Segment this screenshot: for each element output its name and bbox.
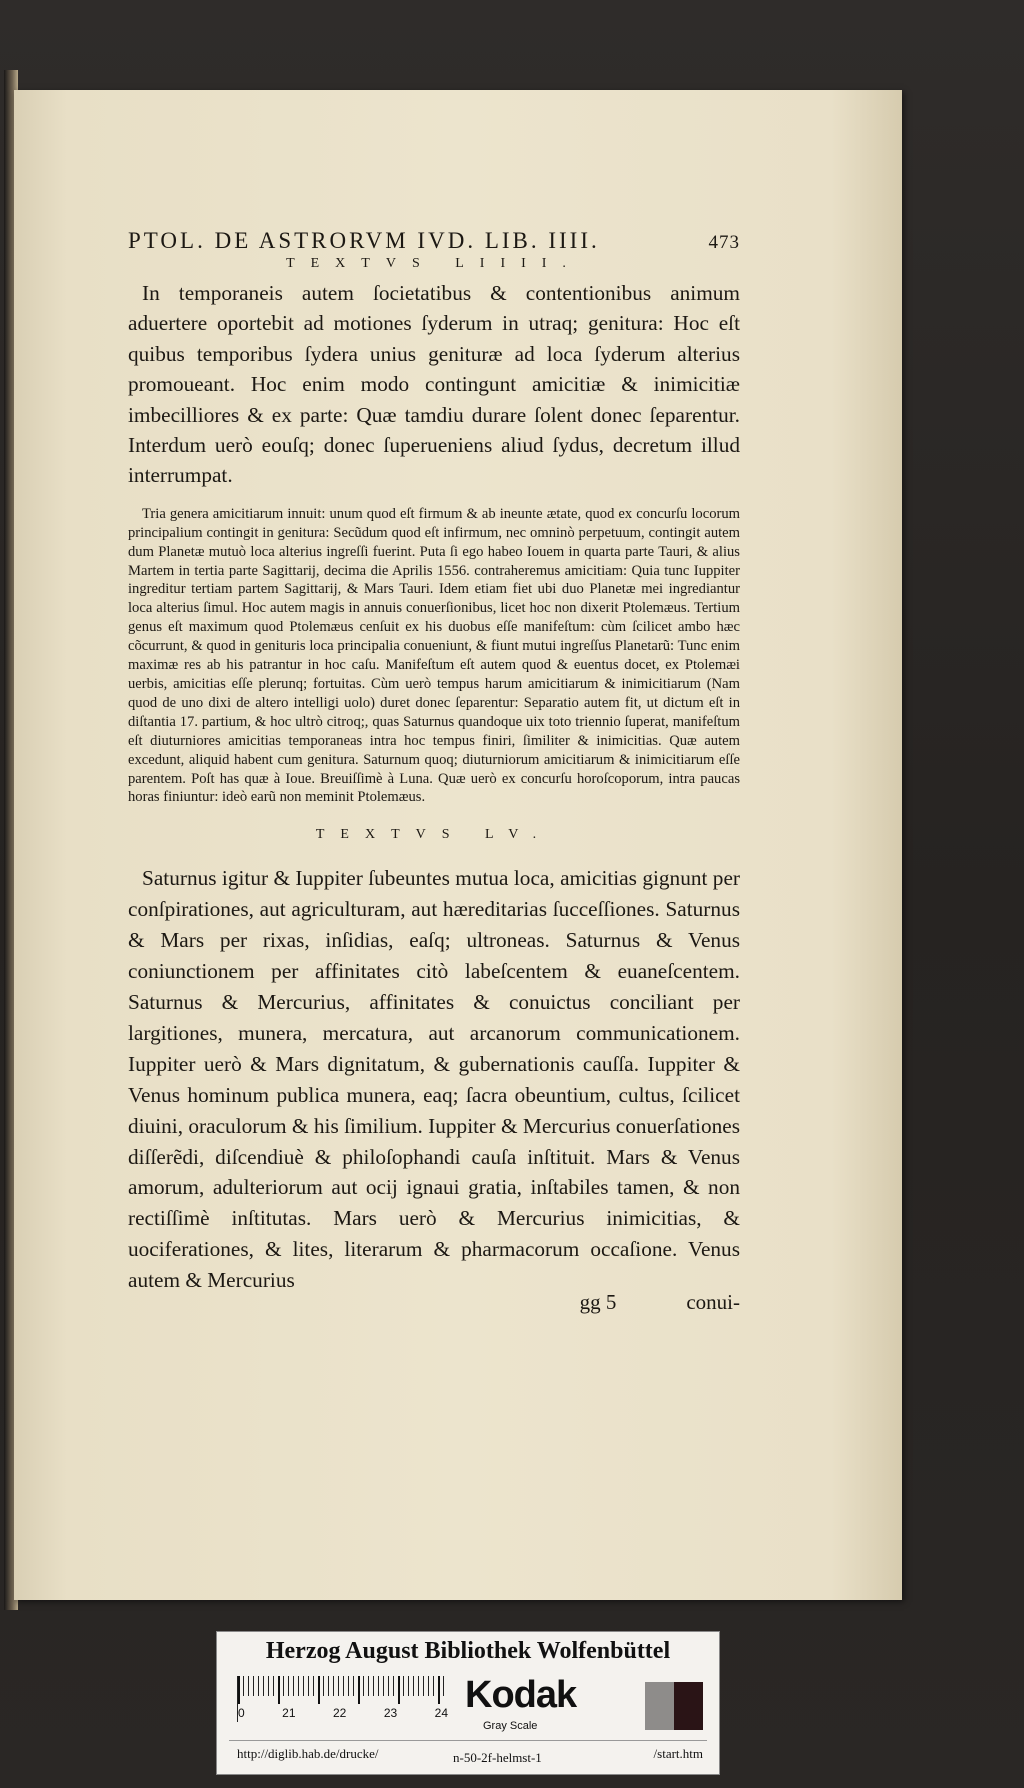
ruler-number: 21 — [282, 1706, 296, 1720]
running-head — [128, 228, 740, 254]
ruler-numbers — [238, 1706, 448, 1720]
main-text-lv: Saturnus igitur & Iuppiter ſubeuntes mutua loca, amicitias gignunt per conſpirationes, aut agriculturam, aut hæreditarias ſucceſſiones. Saturnus & Mars per rixas, inſidias, eaſq; ultroneas. Saturnus & Venus coniunctionem per affinitates citò labeſcentem & euaneſcentem. Saturnus & Mercurius, affinitates & conuictus conciliant per largitiones, munera, mercatura, aut arcanorum communicationem. Iuppiter uerò & Mars dignitatum, & gubernationis cauſſa. Iuppiter & Venus hominum publica munera, eaq; ſacra obeuntium, cultus, ſcilicet diuini, oraculorum & his ſimilium. Iuppiter & Mercurius conuerſationes diſſerẽdi, diſcendiuè & philoſophandi cauſa inſtituit. Mars & Venus amorum, adulteriorum aut ocij ignaui gratia, inſtabiles tamen, & non rectiſſimè inſtitutas. Mars uerò & Mercurius inimicitias, & uociferationes, & lites, literarum & pharmacorum occaſione. Venus autem & Mercurius — [128, 866, 740, 1293]
main-text-liiii: In temporaneis autem ſocietatibus & contentionibus animum aduertere oportebit ad motiones ſyderum in utraq; genitura: Hoc eſt quibus temporibus ſydera unius genituræ ad loca ſyderum alterius promoueant. Hoc enim modo contingunt amicitiæ & inimicitiæ imbecilliores & ex parte: Quæ tamdiu durare ſolent donec ſeparentur. Interdum uerò eouſq; donec ſuperueniens aliud ſydus, decretum illud interrumpat. — [128, 281, 740, 488]
gray-patch — [645, 1682, 674, 1730]
running-title: PTOL. DE ASTRORVM IVD. LIB. IIII. — [128, 228, 600, 253]
ruler-scale — [237, 1676, 448, 1722]
ruler-major-ticks — [238, 1676, 448, 1704]
signature-mark: gg 5 — [579, 1290, 617, 1315]
card-divider — [229, 1740, 707, 1741]
ruler-number: 24 — [434, 1706, 448, 1720]
dark-patch — [674, 1682, 703, 1730]
page-number: 473 — [708, 232, 740, 253]
ruler-number: 23 — [383, 1706, 398, 1720]
gray-scale-label: Gray Scale — [483, 1720, 538, 1732]
commentary-text: Tria genera amicitiarum innuit: unum quod eſt firmum & ab ineunte ætate, quod ex concurſu locorum principalium contingit in genitura: Secũdum quod eſt infirmum, nec omninò perpetuum, contingit autem dum Planetæ mutuò loca alterius ingreſſi fuerint. Puta ſi ego habeo Iouem in quarta parte Tauri, & alius Martem in tertia parte Sagittarij, decima die Aprilis 1556. contraheremus amicitiam: Quia tunc Iuppiter ingreditur tertiam partem Sagittarij, & Mars Tauri. Idem etiam fiet ubi duo Planetæ mei ingrediantur loca alterius ſimul. Hoc autem magis in annuis conuerſionibus, licet hoc non dixerit Ptolemæus. Tertium genus eſt maximum quod Ptolemæus cenſuit ex his duobus eſſe manifeſtum: cùm ſcilicet ambo hæc cõcurrunt, & quod in genituris loca principalia conueniunt, & fiunt mutui ingreſſus Planetarũ: Tunc enim maximæ res ab his patrantur in hoc caſu. Manifeſtum eſt autem quod & euentus docet, ex Ptolemæi uerbis, amicitias eſſe plerunq; fortuitas. Cùm uerò tempus harum amicitiarum & inimicitiarum (Nam quod de uno dixi de altero intelligi uolo) duret donec ſeparentur: Separatio autem fit, ut dictum eſt in diſtantia 17. partium, & hoc ultrò citroq;, quas Saturnus quandoque uix toto triennio ſuperat, manifeſtum eſt diuturniores amicitias temporaneas intra hoc tempus finiri, ſimiliter & inimicitias. Quæ autem excedunt, aliquid habent cum genitura. Saturnum quoq; diuturniorum amicitiarum & inimicitiarum eſſe parentem. Poſt has quæ à Ioue. Breuiſſimè à Luna. Quæ uerò ex concurſu horoſcoporum, intra paucas horas finiuntur: ideò earũ non meminit Ptolemæus. — [128, 505, 740, 806]
text-block — [128, 228, 740, 1315]
library-name: Herzog August Bibliothek Wolfenbüttel — [265, 1638, 671, 1664]
kodak-logo: Kodak — [465, 1674, 577, 1716]
section-title-lv: TEXTVS LV. — [315, 827, 553, 843]
ruler-number: 22 — [332, 1706, 347, 1720]
ruler-number: 0 — [238, 1706, 245, 1720]
catchword: conui- — [686, 1290, 740, 1315]
source-url: http://diglib.hab.de/drucke/ — [237, 1746, 379, 1761]
section-title-liiii: TEXTVS LIIII. — [286, 256, 582, 271]
start-page-link: /start.htm — [653, 1746, 703, 1761]
shelfmark: n-50-2f-helmst-1 — [453, 1750, 542, 1765]
gray-patches — [645, 1682, 703, 1730]
color-scale-card — [216, 1631, 720, 1775]
